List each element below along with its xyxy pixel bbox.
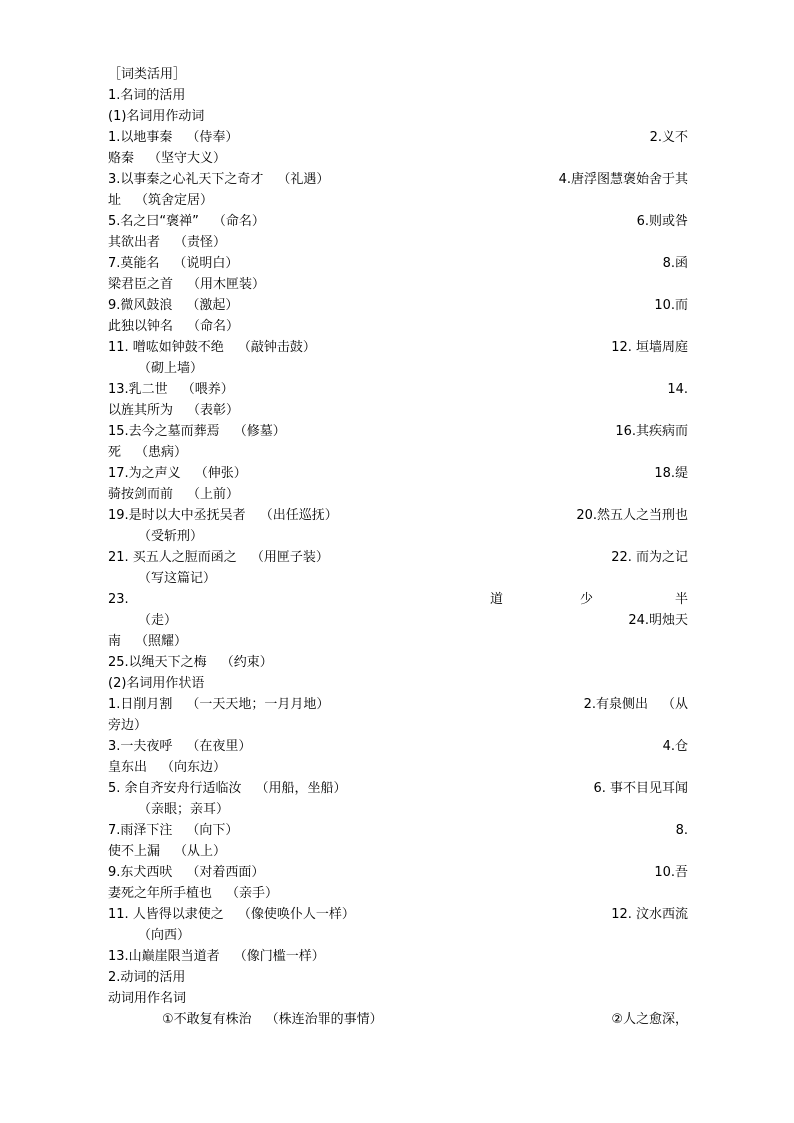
text-line: 其欲出者 （责怪）: [108, 235, 227, 250]
text-line: 13.山巅崖限当道者 （像门槛一样）: [108, 949, 325, 964]
text-line: 骑按剑而前 （上前）: [108, 487, 240, 502]
subsection-title-verb-as-noun: 动词用作名词: [108, 991, 187, 1006]
text-line: 使不上漏 （从上）: [108, 844, 227, 859]
text-line: 9.微风鼓浪 （激起） 10.而: [108, 298, 688, 313]
text-line: 梁君臣之首 （用木匣装）: [108, 277, 266, 292]
section-heading: ［词类活用］: [108, 67, 187, 82]
section-title-verb-usage: 2.动词的活用: [108, 970, 186, 985]
text-line: 7.莫能名 （说明白） 8.函: [108, 256, 688, 271]
text-line: （亲眼；亲耳）: [138, 802, 230, 817]
text-line: （砌上墙）: [138, 361, 204, 376]
text-line: （写这篇记）: [138, 571, 217, 586]
text-line: 11. 噌吰如钟鼓不绝 （敲钟击鼓） 12. 垣墙周庭: [108, 340, 688, 355]
text-line: 3.一夫夜呼 （在夜里） 4.仓: [108, 739, 688, 754]
text-line: 此独以钟名 （命名）: [108, 319, 240, 334]
text-line: 南 （照耀）: [108, 634, 188, 649]
text-line: 旁边）: [108, 718, 148, 733]
text-line: （向西）: [138, 928, 191, 943]
text-line: 赂秦 （坚守大义）: [108, 151, 227, 166]
text-line: 23. 道 少 半: [108, 592, 688, 607]
subsection-title-noun-as-adverbial: (2)名词用作状语: [108, 676, 205, 691]
text-line: ①不敢复有株治 （株连治罪的事情） ②人之愈深，: [162, 1012, 688, 1027]
text-line: 11. 人皆得以隶使之 （像使唤仆人一样） 12. 汶水西流: [108, 907, 688, 922]
text-line: 19.是时以大中丞抚吴者 （出任巡抚） 20.然五人之当刑也: [108, 508, 688, 523]
text-line: 13.乳二世 （喂养） 14.: [108, 382, 688, 397]
text-line: 25.以绳天下之梅 （约束）: [108, 655, 273, 670]
text-line: 9.东犬西吠 （对着西面） 10.吾: [108, 865, 688, 880]
text-line: 21. 买五人之脰而函之 （用匣子装） 22. 而为之记: [108, 550, 688, 565]
text-line: 1.以地事秦 （侍奉） 2.义不: [108, 130, 688, 145]
subsection-title-noun-as-verb: (1)名词用作动词: [108, 109, 205, 124]
text-line: （走） 24.明烛天: [138, 613, 688, 628]
text-line: 5.名之曰“褒禅” （命名） 6.则或咎: [108, 214, 688, 229]
text-line: （受斩刑）: [138, 529, 204, 544]
text-line: 妻死之年所手植也 （亲手）: [108, 886, 279, 901]
text-line: 1.日削月割 （一天天地；一月月地） 2.有泉侧出 （从: [108, 697, 688, 712]
text-line: 死 （患病）: [108, 445, 188, 460]
text-line: 3.以事秦之心礼天下之奇才 （礼遇） 4.唐浮图慧褒始舍于其: [108, 172, 688, 187]
text-line: 17.为之声义 （伸张） 18.缇: [108, 466, 688, 481]
text-line: 址 （筑舍定居）: [108, 193, 214, 208]
text-line: 15.去今之墓而葬焉 （修墓） 16.其疾病而: [108, 424, 688, 439]
section-title-noun-usage: 1.名词的活用: [108, 88, 186, 103]
text-line: 皇东出 （向东边）: [108, 760, 227, 775]
text-line: 7.雨泽下注 （向下） 8.: [108, 823, 688, 838]
text-line: 以旌其所为 （表彰）: [108, 403, 240, 418]
text-line: 5. 余自齐安舟行适临汝 （用船，坐船） 6. 事不目见耳闻: [108, 781, 688, 796]
